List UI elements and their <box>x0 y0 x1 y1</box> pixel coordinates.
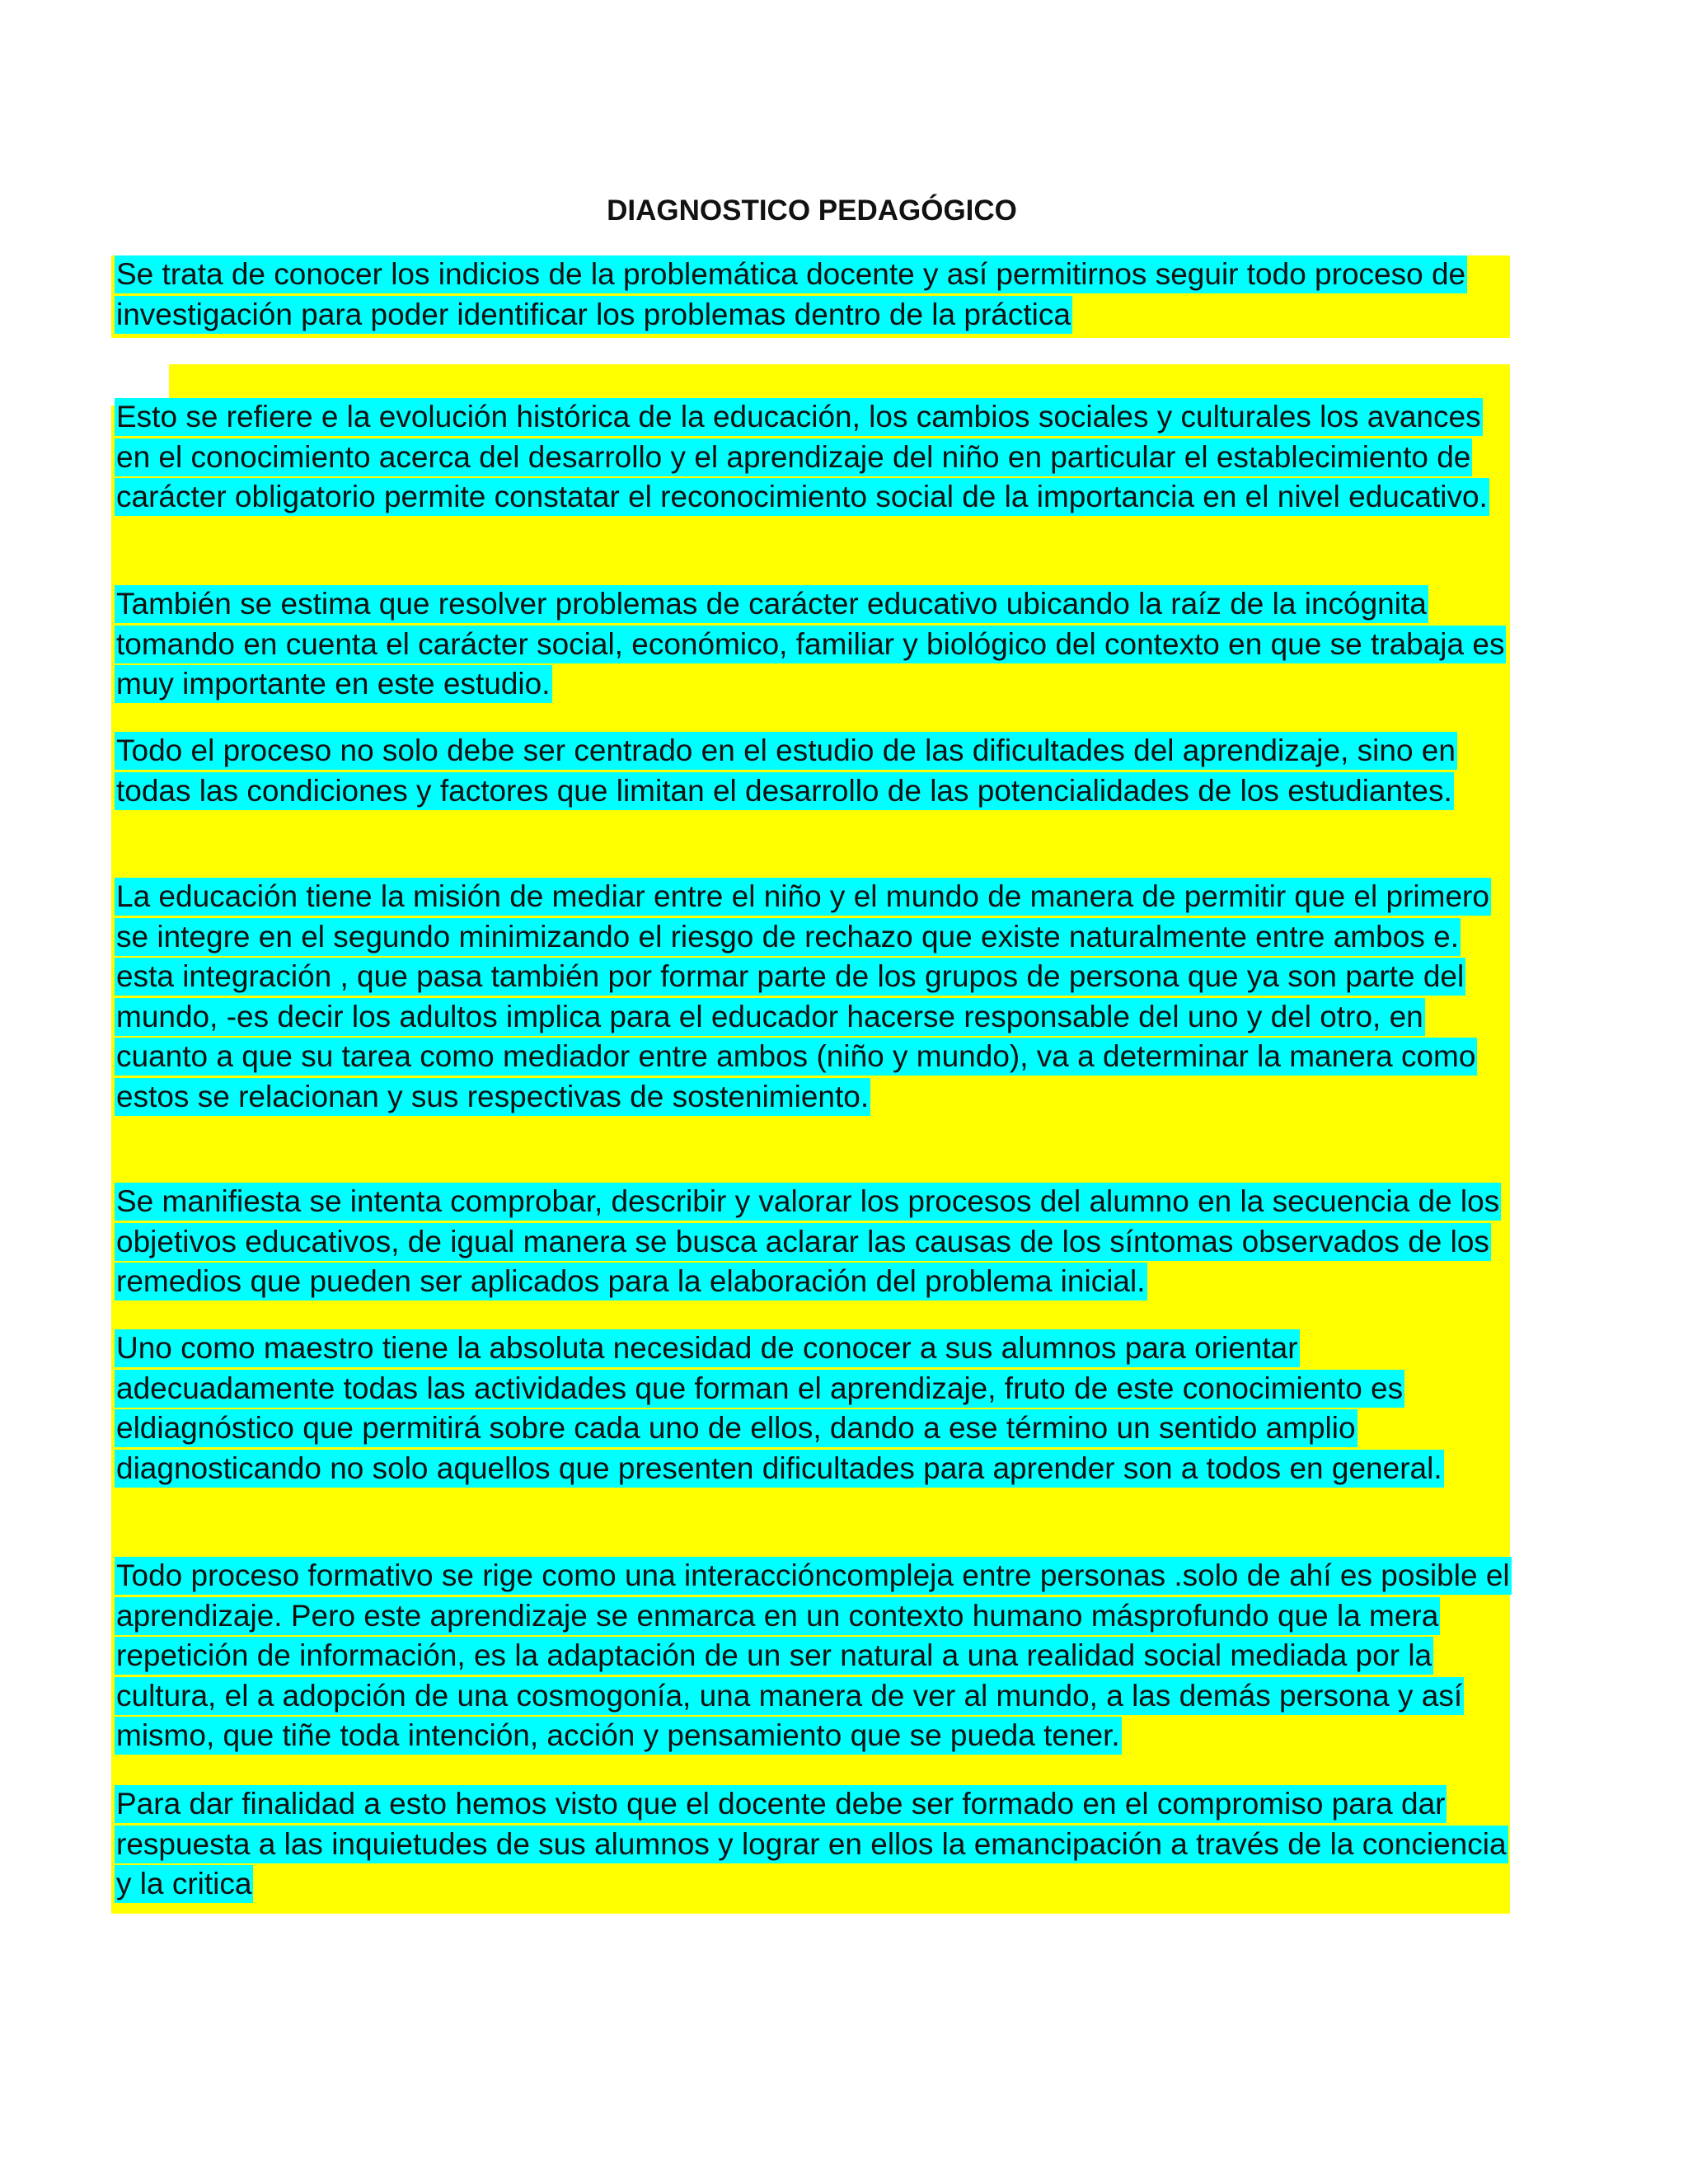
paragraph <box>115 1182 1516 1302</box>
paragraph <box>115 731 1516 811</box>
paragraph <box>115 1784 1516 1905</box>
paragraph-text: Se trata de conocer los indicios de la problemática docente y así permitirnos seguir todo proceso de investigación para poder identificar los problemas dentro de la práctica <box>115 255 1467 334</box>
paragraph-text: Uno como maestro tiene la absoluta necesidad de conocer a sus alumnos para orientar adecuadamente todas las actividades que forman el aprendizaje, fruto de este conocimiento es eldiagnóstico que permitirá sobre cada uno de ellos, dando a ese término un sentido amplio diagnosticando no solo aquellos que presenten dificultades para aprender son a todos en general. <box>115 1329 1444 1488</box>
paragraph-text: Todo el proceso no solo debe ser centrado en el estudio de las dificultades del aprendizaje, sino en todas las condiciones y factores que limitan el desarrollo de las potencialidades de los estudiantes. <box>115 732 1457 810</box>
document-title: DIAGNOSTICO PEDAGÓGICO <box>607 194 1017 227</box>
paragraph-text: Esto se refiere e la evolución histórica de la educación, los cambios sociales y culturales los avances en el conocimiento acerca del desarrollo y el aprendizaje del niño en particular el establecimiento de carácter obligatorio permite constatar el reconocimiento social de la importancia en el nivel educativo. <box>115 398 1489 516</box>
paragraph-text: Todo proceso formativo se rige como una interaccióncompleja entre personas .solo de ahí es posible el aprendizaje. Pero este aprendizaje se enmarca en un contexto humano másprofundo que la mera repetición de información, es la adaptación de un ser natural a una realidad social mediada por la cultura, el a adopción de una cosmogonía, una manera de ver al mundo, a las demás persona y así mismo, que tiñe toda intención, acción y pensamiento que se pueda tener. <box>115 1557 1512 1755</box>
paragraph <box>115 397 1516 518</box>
paragraph-text: La educación tiene la misión de mediar entre el niño y el mundo de manera de permitir que el primero se integre en el segundo minimizando el riesgo de rechazo que existe naturalmente entre ambos e. esta integración , que pasa también por formar parte de los grupos de persona que ya son parte del mundo, -es decir los adultos implica para el educador hacerse responsable del uno y del otro, en cuanto a que su tarea como mediador entre ambos (niño y mundo), va a determinar la manera como estos se relacionan y sus respectivas de sostenimiento. <box>115 878 1491 1116</box>
paragraph <box>115 1556 1516 1756</box>
paragraph-text: Se manifiesta se intenta comprobar, describir y valorar los procesos del alumno en la secuencia de los objetivos educativos, de igual manera se busca aclarar las causas de los síntomas observados de los remedios que pueden ser aplicados para la elaboración del problema inicial. <box>115 1183 1501 1301</box>
paragraph <box>115 877 1516 1117</box>
paragraph <box>115 584 1516 705</box>
paragraph <box>115 255 1516 335</box>
paragraph-text: También se estima que resolver problemas de carácter educativo ubicando la raíz de la incógnita tomando en cuenta el carácter social, económico, familiar y biológico del contexto en que se trabaja es muy importante en este estudio. <box>115 585 1506 703</box>
paragraph-text: Para dar finalidad a esto hemos visto que el docente debe ser formado en el compromiso para dar respuesta a las inquietudes de sus alumnos y lograr en ellos la emancipación a través de la conciencia y la critica <box>115 1785 1508 1903</box>
paragraph <box>115 1329 1516 1488</box>
